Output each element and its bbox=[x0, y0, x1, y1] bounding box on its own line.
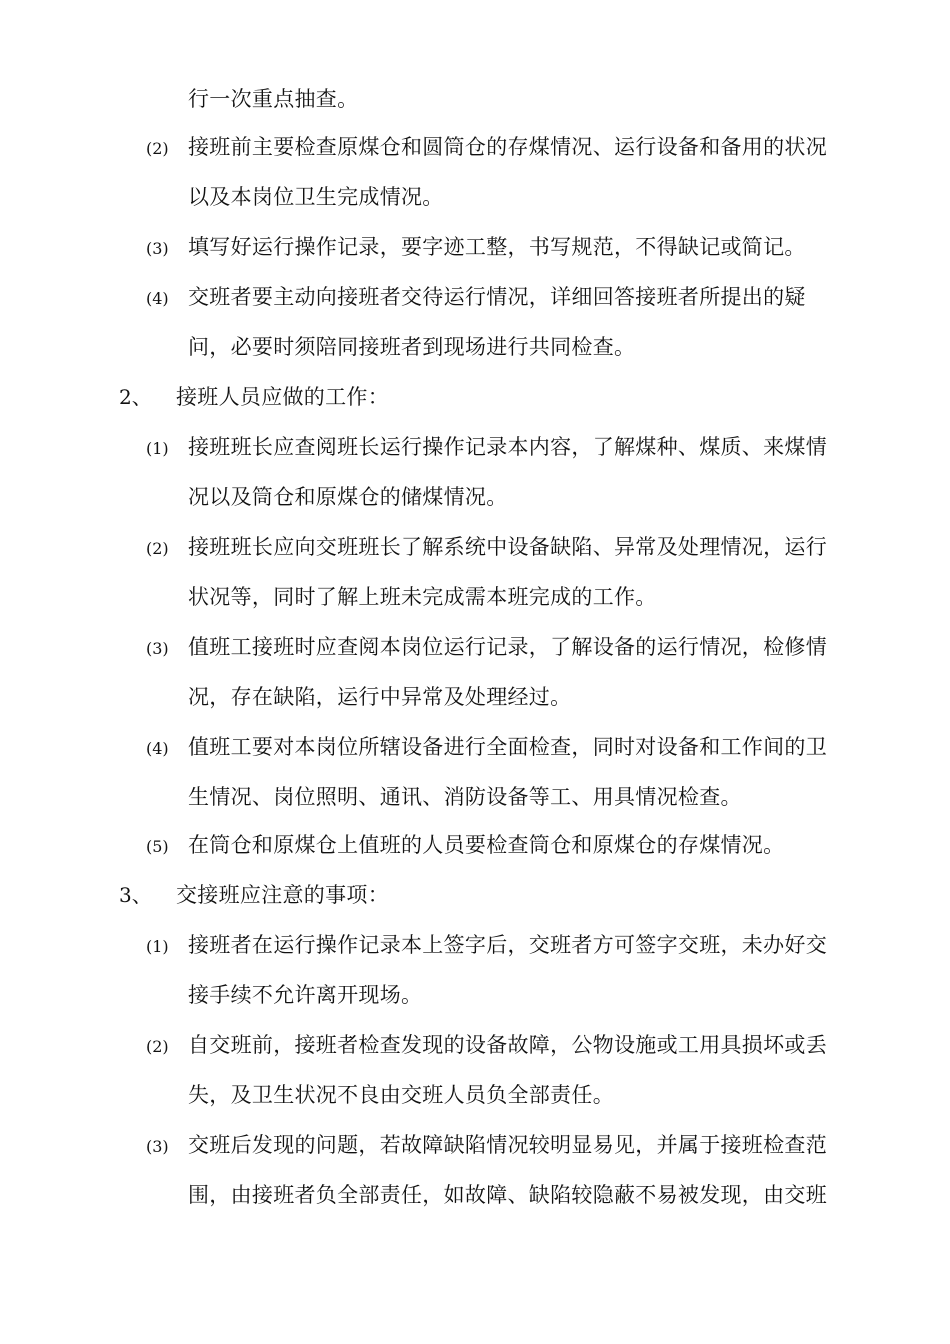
paragraph-line: 问，必要时须陪同接班者到现场进行共同检查。 bbox=[188, 335, 636, 359]
paragraph-line: 自交班前，接班者检查发现的设备故障，公物设施或工用具损坏或丢 bbox=[188, 1033, 827, 1057]
item-number: (1) bbox=[146, 439, 169, 458]
paragraph-line: 接手续不允许离开现场。 bbox=[188, 983, 423, 1007]
item-number: (3) bbox=[146, 639, 169, 658]
section-heading: 接班人员应做的工作： bbox=[176, 385, 389, 409]
item-number: (4) bbox=[146, 739, 169, 758]
paragraph-line: 接班班长应查阅班长运行操作记录本内容，了解煤种、煤质、来煤情 bbox=[188, 435, 827, 459]
item-number: (2) bbox=[146, 1037, 169, 1056]
item-number: (2) bbox=[146, 539, 169, 558]
item-number: (4) bbox=[146, 289, 169, 308]
paragraph-line: 失，及卫生状况不良由交班人员负全部责任。 bbox=[188, 1083, 614, 1107]
paragraph-line: 接班前主要检查原煤仓和圆筒仓的存煤情况、运行设备和备用的状况 bbox=[188, 135, 827, 159]
paragraph-line: 生情况、岗位照明、通讯、消防设备等工、用具情况检查。 bbox=[188, 785, 742, 809]
paragraph-line: 接班班长应向交班班长了解系统中设备缺陷、异常及处理情况，运行 bbox=[188, 535, 827, 559]
paragraph-line: 交班后发现的问题，若故障缺陷情况较明显易见，并属于接班检查范 bbox=[188, 1133, 827, 1157]
item-number: (3) bbox=[146, 1137, 169, 1156]
item-number: (5) bbox=[146, 837, 169, 856]
item-number: (3) bbox=[146, 239, 169, 258]
paragraph-line: 况，存在缺陷，运行中异常及处理经过。 bbox=[188, 685, 572, 709]
paragraph-line: 围，由接班者负全部责任，如故障、缺陷较隐蔽不易被发现，由交班 bbox=[188, 1183, 827, 1207]
section-heading: 交接班应注意的事项： bbox=[176, 883, 389, 907]
item-number: (2) bbox=[146, 139, 169, 158]
paragraph-line: 值班工接班时应查阅本岗位运行记录，了解设备的运行情况，检修情 bbox=[188, 635, 827, 659]
paragraph-line: 交班者要主动向接班者交待运行情况，详细回答接班者所提出的疑 bbox=[188, 285, 806, 309]
paragraph-line: 行一次重点抽查。 bbox=[188, 87, 359, 111]
paragraph-line: 在筒仓和原煤仓上值班的人员要检查筒仓和原煤仓的存煤情况。 bbox=[188, 833, 785, 857]
paragraph-line: 况以及筒仓和原煤仓的储煤情况。 bbox=[188, 485, 508, 509]
paragraph-line: 状况等，同时了解上班未完成需本班完成的工作。 bbox=[188, 585, 657, 609]
paragraph-line: 值班工要对本岗位所辖设备进行全面检查，同时对设备和工作间的卫 bbox=[188, 735, 827, 759]
paragraph-line: 以及本岗位卫生完成情况。 bbox=[188, 185, 444, 209]
paragraph-line: 填写好运行操作记录，要字迹工整，书写规范，不得缺记或简记。 bbox=[188, 235, 806, 259]
section-number: 3、 bbox=[119, 883, 152, 907]
section-number: 2、 bbox=[119, 385, 152, 409]
paragraph-line: 接班者在运行操作记录本上签字后，交班者方可签字交班，未办好交 bbox=[188, 933, 827, 957]
item-number: (1) bbox=[146, 937, 169, 956]
